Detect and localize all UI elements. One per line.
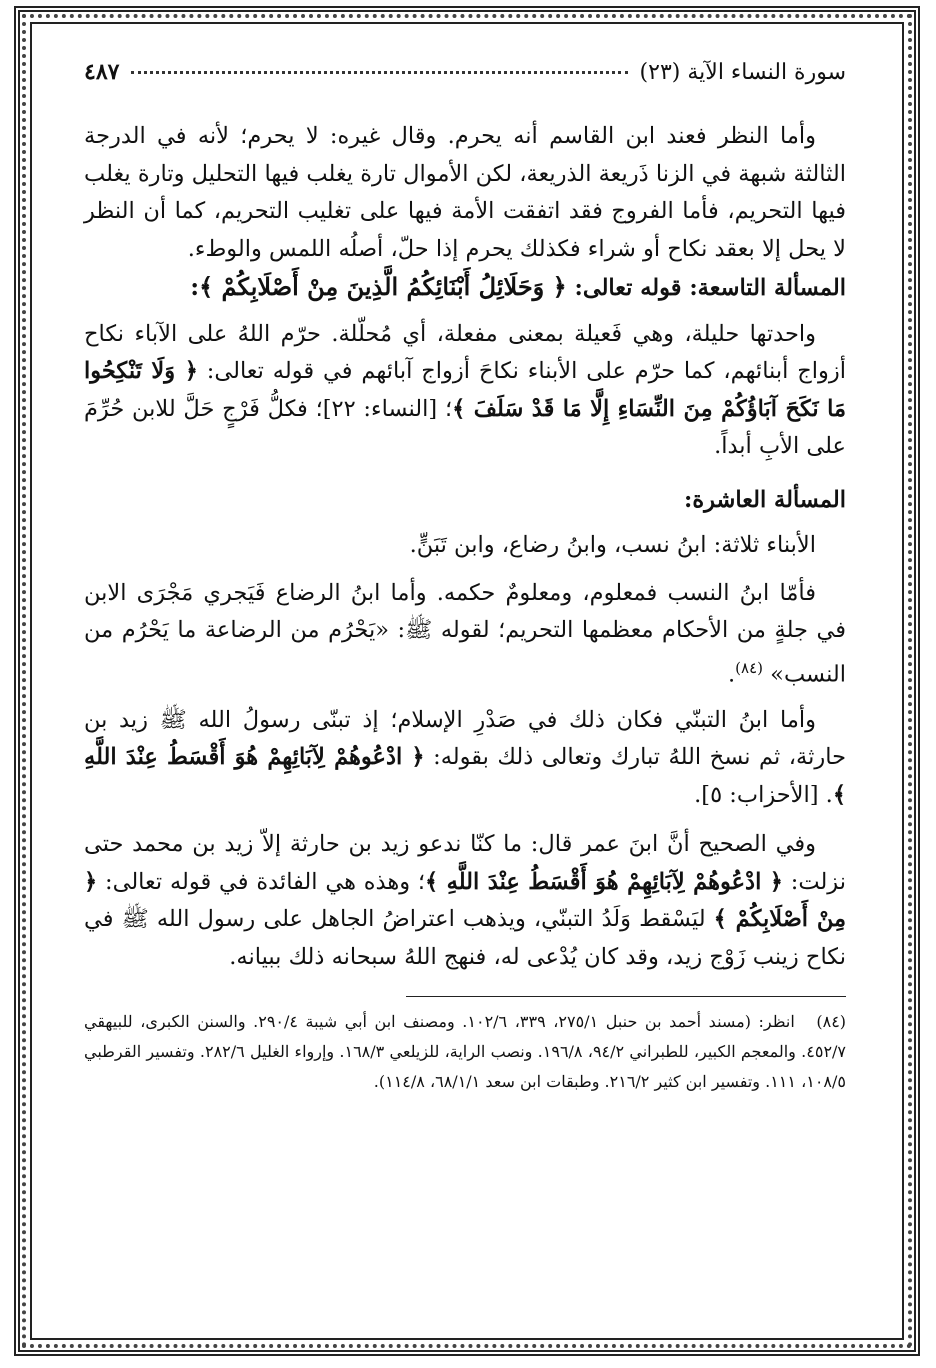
- quran-verse: ﴿ ادْعُوهُمْ لِآبَائِهِمْ هُوَ أَقْسَطُ عِنْدَ اللَّهِ ﴾: [84, 744, 846, 808]
- quran-verse: ﴿ وَلَا تَنْكِحُوا مَا نَكَحَ آبَاؤُكُمْ مِنَ النِّسَاءِ إِلَّا مَا قَدْ سَلَفَ ﴾: [84, 358, 846, 422]
- paragraph-text: .: [728, 661, 736, 687]
- book-page: [84, 56, 846, 1097]
- paragraph-text: واحدتها حليلة، وهي فَعيلة بمعنى مفعلة، أي مُحلّلة. حرّم اللهُ على الآباء نكاح أزواج أبنائهم، كما حرّم على الأبناء نكاحَ أزواج آبائهم في قوله تعالى:: [84, 320, 846, 384]
- section-heading-tenth: المسألة العاشرة:: [684, 486, 846, 513]
- paragraph-text: ؛ وهذه هي الفائدة في قوله تعالى:: [104, 868, 426, 895]
- footnote: [84, 1007, 846, 1097]
- heading-label: المسألة التاسعة: قوله تعالى:: [574, 275, 846, 301]
- paragraph-text: ؛ [النساء: ٢٢]؛ فكلُّ فَرْجٍ حَلَّ للابن حُرِّمَ على الأبِ أبداً.: [84, 395, 846, 459]
- paragraph-text: . [الأحزاب: ٥].: [694, 781, 833, 808]
- paragraph-text: ليَسْقط وَلَدُ التبنّي، ويذهب اعتراضُ الجاهل على رسول الله ﷺ في نكاح زينب زَوْج زيد، وقد كان يُدْعى له، فنهج اللهُ سبحانه ذلك ببيانه.: [84, 906, 846, 970]
- footnote-reference: (٨٤): [735, 658, 764, 677]
- heading-verse: ﴿ وَحَلَائِلُ أَبْنَائِكُمُ الَّذِينَ مِنْ أَصْلَابِكُمْ ﴾:: [190, 272, 567, 301]
- footnote-number: (٨٤): [816, 1012, 847, 1031]
- paragraph-text: وفي الصحيح أنَّ ابنَ عمر قال: ما كنّا ندعو زيد بن حارثة إلاّ زيد بن محمد حتى نزلت:: [84, 831, 846, 895]
- quran-verse: ﴿ ادْعُوهُمْ لِآبَائِهِمْ هُوَ أَقْسَطُ عِنْدَ اللَّهِ ﴾: [425, 868, 783, 895]
- paragraph-text: فأمّا ابنُ النسب فمعلوم، ومعلومٌ حكمه. وأما ابنُ الرضاع فَيَجري مَجْرَى الابن في جلةٍ من الأحكام معظمها التحريم؛ لقوله ﷺ: «يَحْرُم من الرضاعة ما يَحْرُم من النسب»: [84, 579, 846, 687]
- header-title: سورة النساء الآية (٢٣): [639, 59, 846, 85]
- quran-verse: ﴿ مِنْ أَصْلَابِكُمْ ﴾: [84, 868, 846, 932]
- paragraph-nazar: وأما النظر فعند ابن القاسم أنه يحرم. وقال غيره: لا يحرم؛ لأنه في الدرجة الثالثة شبهة في الزنا ذَريعة الذريعة، لكن الأموال تارة يغلب فيها التحليل وتارة يغلب فيها التحريم، فأما الفروج فقد اتفقت الأمة فيها على تغليب التحريم، كما أن النظر لا يحل إلا بعقد نكاح أو شراء فكذلك يحرم إذا حلّ، أصلُه اللمس والوطء.: [84, 123, 846, 262]
- page-number: ٤٨٧: [84, 59, 120, 85]
- paragraph-nasab-rada: [84, 575, 846, 694]
- paragraph-text: وأما ابنُ التبنّي فكان ذلك في صَدْرِ الإسلام؛ إذ تبنّى رسولُ الله ﷺ زيد بن حارثة، ثم نسخ اللهُ تبارك وتعالى ذلك بقوله:: [84, 706, 847, 770]
- paragraph-tabanni: [84, 702, 846, 815]
- paragraph-three-sons: الأبناء ثلاثة: ابنُ نسب، وابنُ رضاع، وابن تَبَنٍّ.: [409, 532, 816, 558]
- paragraph-halila: [84, 316, 846, 466]
- header-dotted-leader: [131, 71, 627, 74]
- paragraph-sahih: [84, 826, 846, 976]
- footnote-separator: [406, 996, 846, 997]
- running-header: [84, 56, 846, 88]
- footnote-text: انظر: (مسند أحمد بن حنبل ٢٧٥/١، ٣٣٩، ١٠٢/٦. ومصنف ابن أبي شيبة ٢٩٠/٤. والسنن الكبرى، للبيهقي ٤٥٢/٧. والمعجم الكبير، للطبراني ٩٤/٢، ١٩٦/٨. ونصب الراية، للزيلعي ١٦٨/٣. وإرواء الغليل ٢٨٢/٦. وتفسير القرطبي ١٠٨/٥، ١١١. وتفسير ابن كثير ٢١٦/٢. وطبقات ابن سعد ٦٨/١/١، ١١٤/٨).: [84, 1012, 847, 1091]
- section-heading-ninth: [84, 268, 846, 308]
